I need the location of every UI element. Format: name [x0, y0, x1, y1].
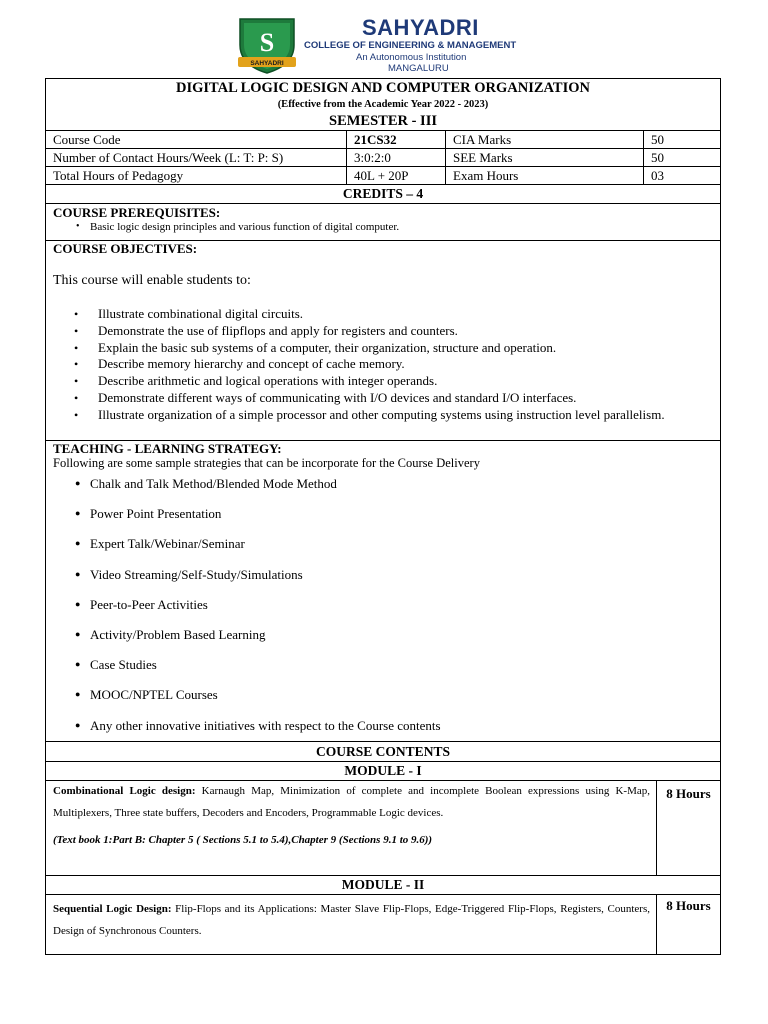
college-name-block — [304, 16, 516, 74]
credits-row: CREDITS – 4 — [46, 185, 720, 204]
info-value: 21CS32 — [347, 131, 446, 149]
table-row — [46, 149, 720, 167]
info-value: 3:0:2:0 — [347, 149, 446, 167]
list-item: ● Expert Talk/Webinar/Seminar — [46, 536, 720, 566]
strategy-intro: Following are some sample strategies that can be incorporate for the Course Delivery — [53, 456, 480, 470]
module-2-title: MODULE - II — [46, 876, 720, 895]
module-2-hours: 8 Hours — [666, 898, 711, 913]
module-1-hours: 8 Hours — [666, 786, 711, 801]
strategy-heading: TEACHING - LEARNING STRATEGY: — [53, 441, 282, 456]
list-item: • Describe memory hierarchy and concept of cache memory. — [46, 356, 720, 373]
college-subtitle: COLLEGE OF ENGINEERING & MANAGEMENT — [304, 40, 517, 51]
svg-text:S: S — [259, 28, 275, 57]
module-2-content — [46, 895, 657, 954]
course-contents-heading: COURSE CONTENTS — [46, 742, 720, 762]
bullet-icon: • — [76, 221, 80, 232]
module-1-reference: (Text book 1:Part B: Chapter 5 ( Sections 5.1 to 5.4),Chapter 9 (Sections 9.1 to 9.6)) — [53, 834, 433, 846]
list-item — [46, 220, 720, 234]
list-item: • Describe arithmetic and logical operations with integer operands. — [46, 373, 720, 390]
prerequisites-section — [46, 204, 720, 241]
strategy-section — [46, 441, 720, 742]
module-1-description: Karnaugh Map, Minimization of complete and incomplete Boolean expressions using K-Map, Multiplexers, Three state buffers, Decoders and Encoders, Programmable Logic devices. — [53, 785, 651, 819]
objectives-list — [46, 306, 720, 424]
list-item: ● Any other innovative initiatives with respect to the Course contents — [46, 718, 720, 748]
table-row — [46, 167, 720, 185]
svg-text:SAHYADRI: SAHYADRI — [250, 60, 284, 67]
module-2-description: Flip-Flops and its Applications: Master Slave Flip-Flops, Edge-Triggered Flip-Flops, Registers, Counters, Design of Synchronous Counters. — [53, 903, 650, 937]
module-1-content — [46, 781, 657, 876]
list-item: ● Video Streaming/Self-Study/Simulations — [46, 567, 720, 597]
objectives-section — [46, 241, 720, 441]
list-item: ● Chalk and Talk Method/Blended Mode Method — [46, 476, 720, 506]
module-1-topic: Combinational Logic design: — [53, 785, 196, 797]
page-header — [0, 0, 768, 78]
list-item: • Illustrate organization of a simple processor and other computing systems using instruction level parallelism. — [46, 407, 720, 424]
info-label: SEE Marks — [446, 149, 644, 167]
prerequisites-heading: COURSE PREREQUISITES: — [53, 205, 221, 220]
college-name: SAHYADRI — [362, 15, 479, 40]
list-item: • Demonstrate different ways of communicating with I/O devices and standard I/O interfaces. — [46, 390, 720, 407]
course-title-block — [46, 79, 720, 131]
info-value: 03 — [644, 167, 721, 185]
effective-year: (Effective from the Academic Year 2022 - 2023) — [277, 99, 489, 110]
course-info-table — [46, 131, 720, 185]
module-2-topic: Sequential Logic Design: — [53, 903, 172, 915]
list-item: • Explain the basic sub systems of a computer, their organization, structure and operation. — [46, 340, 720, 357]
info-value: 50 — [644, 149, 721, 167]
list-item: ● Power Point Presentation — [46, 506, 720, 536]
strategy-list — [46, 476, 720, 748]
info-label: Number of Contact Hours/Week (L: T: P: S) — [46, 149, 347, 167]
module-1-text — [46, 780, 656, 824]
module-1-title: MODULE - I — [46, 762, 720, 781]
info-label: Course Code — [46, 131, 347, 149]
course-title: DIGITAL LOGIC DESIGN AND COMPUTER ORGANIZATION — [176, 80, 590, 96]
module-2-body — [46, 895, 720, 954]
list-item: ● Activity/Problem Based Learning — [46, 627, 720, 657]
objectives-intro: This course will enable students to: — [53, 273, 251, 288]
semester-label: SEMESTER - III — [329, 113, 437, 129]
list-item: • Illustrate combinational digital circuits. — [46, 306, 720, 323]
list-item: ● Case Studies — [46, 657, 720, 687]
prerequisite-text: Basic logic design principles and various function of digital computer. — [90, 221, 400, 233]
list-item: • Demonstrate the use of flipflops and apply for registers and counters. — [46, 323, 720, 340]
list-item: ● MOOC/NPTEL Courses — [46, 687, 720, 717]
table-row — [46, 131, 720, 149]
module-2-text — [46, 898, 656, 942]
college-logo-icon — [234, 15, 300, 75]
institution-type: An Autonomous Institution — [356, 52, 467, 63]
info-label: Exam Hours — [446, 167, 644, 185]
syllabus-frame — [45, 78, 721, 955]
info-value: 50 — [644, 131, 721, 149]
list-item: ● Peer-to-Peer Activities — [46, 597, 720, 627]
college-location: MANGALURU — [388, 63, 449, 74]
objectives-heading: COURSE OBJECTIVES: — [53, 241, 198, 256]
info-label: Total Hours of Pedagogy — [46, 167, 347, 185]
module-1-body — [46, 781, 720, 876]
info-label: CIA Marks — [446, 131, 644, 149]
info-value: 40L + 20P — [347, 167, 446, 185]
